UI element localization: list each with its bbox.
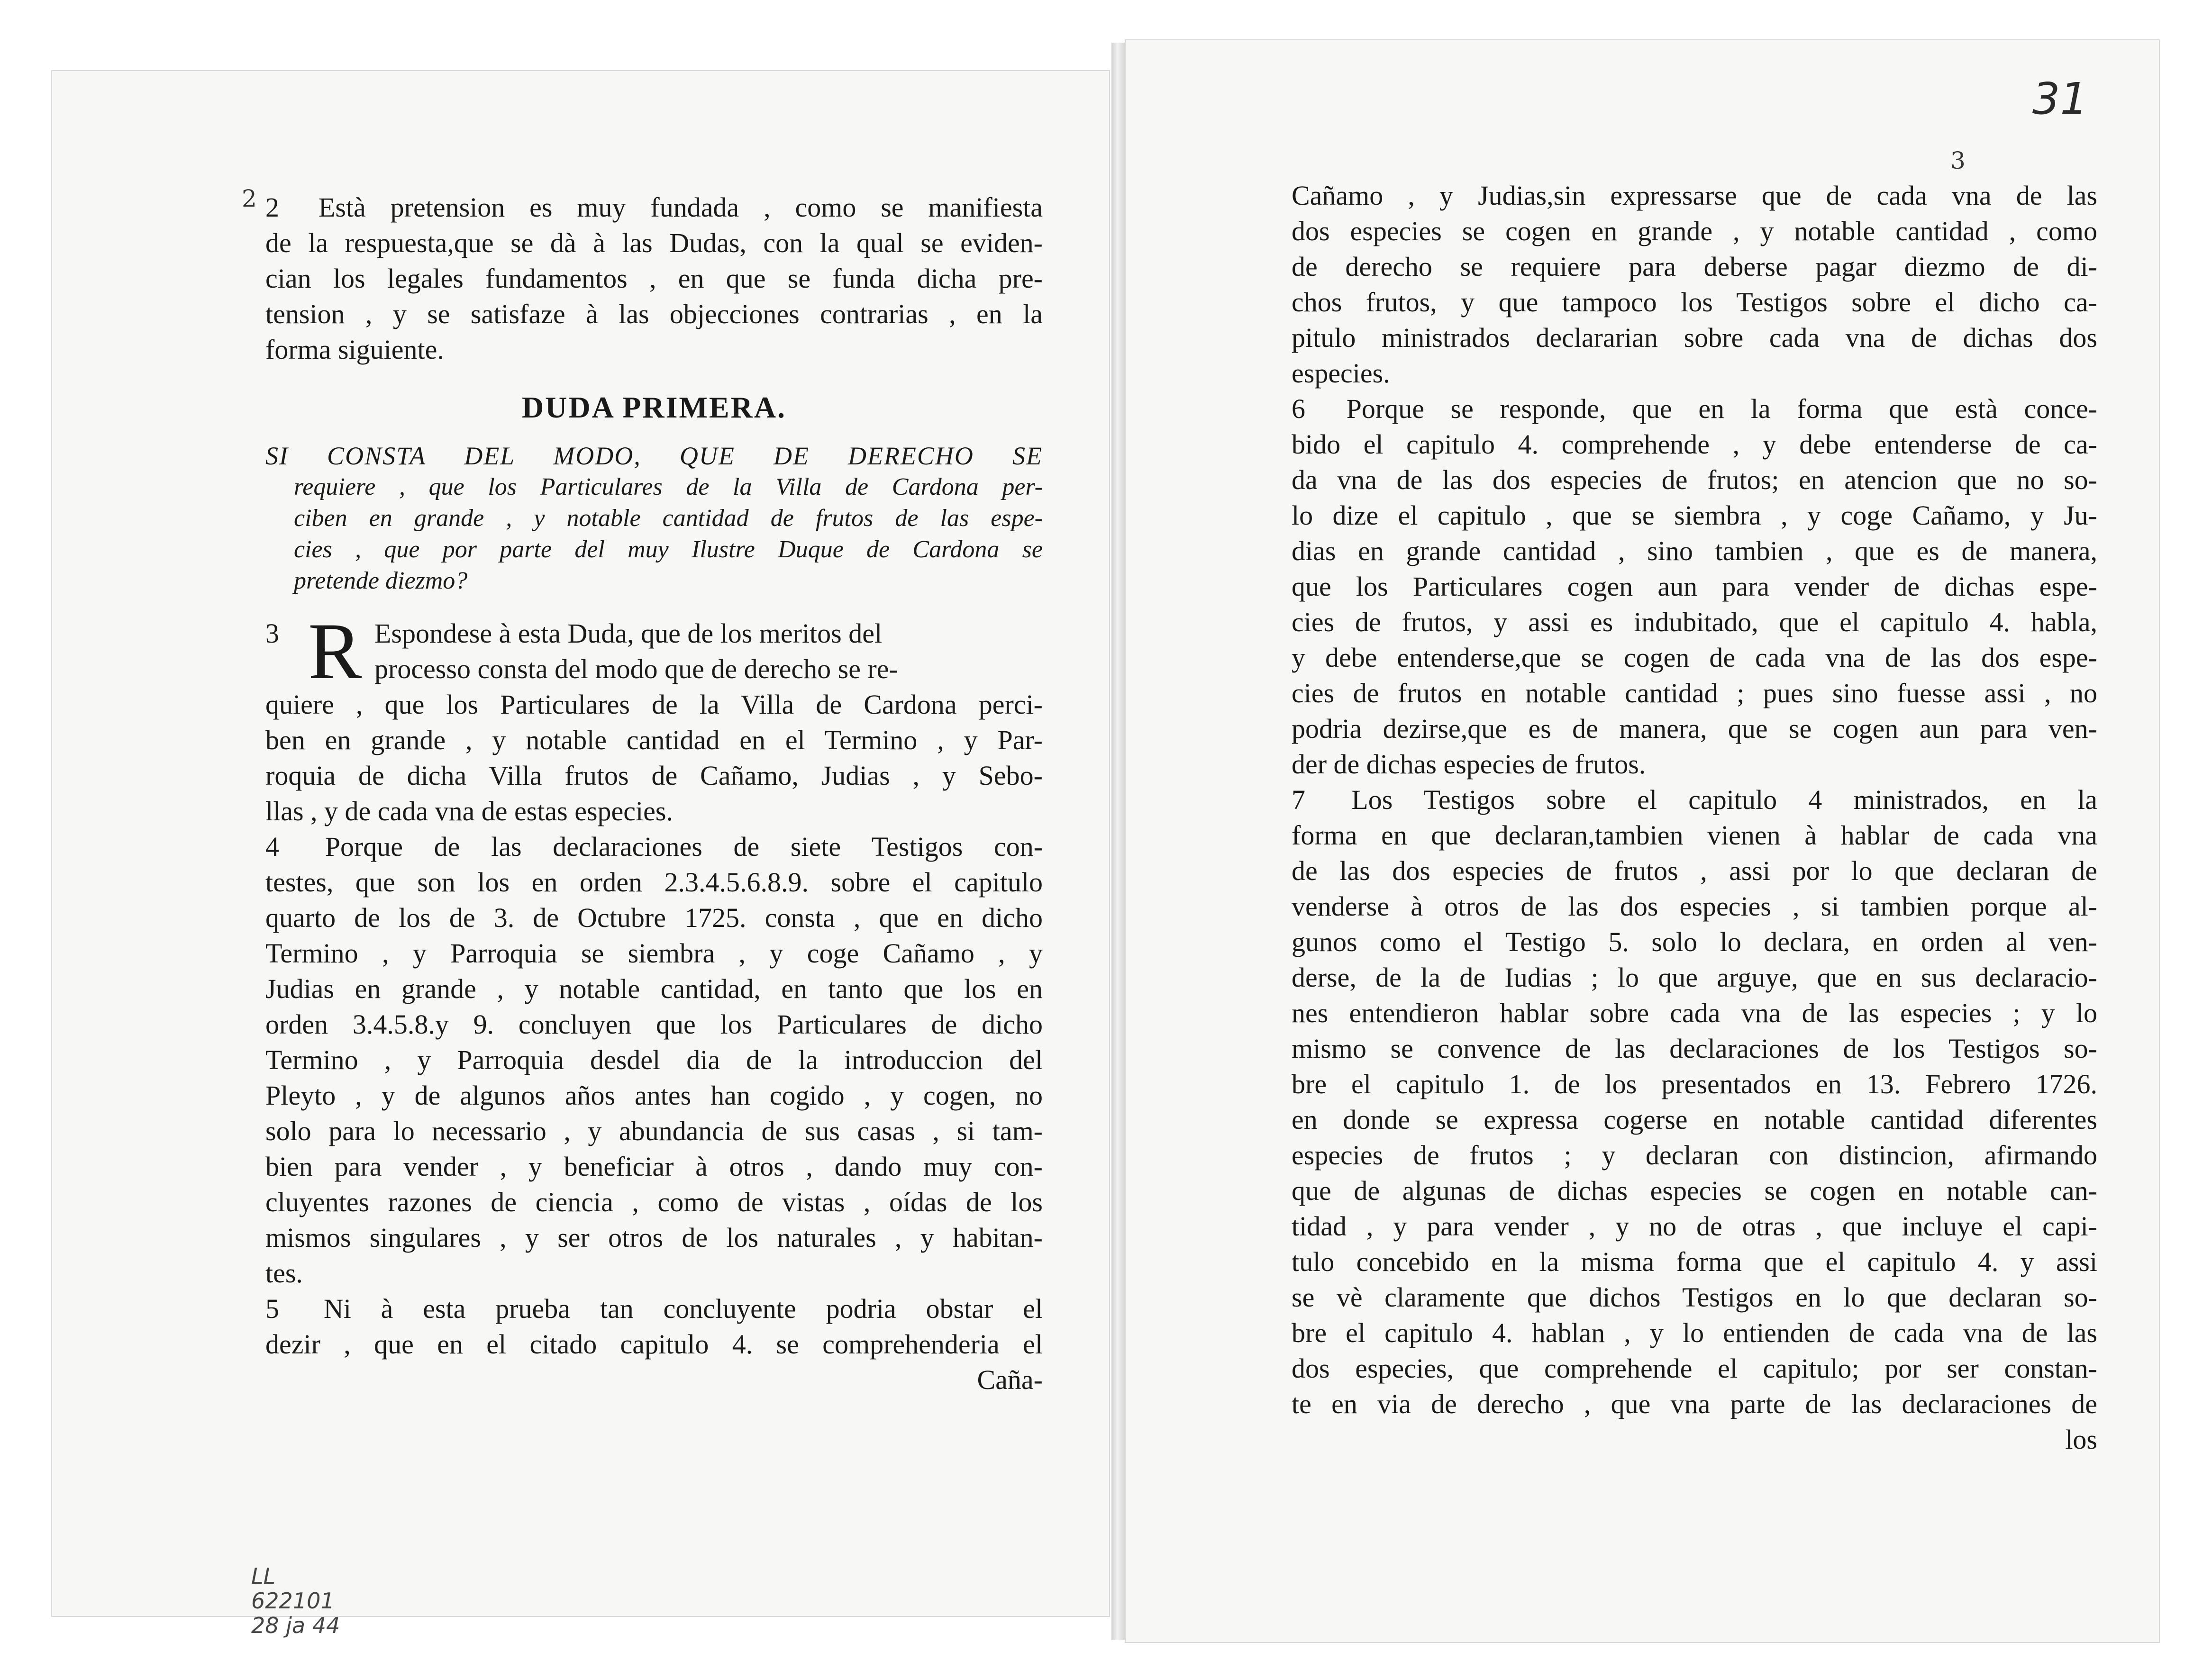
- text-line: de las dos especies de frutos , assi por lo que declaran de: [1292, 855, 2097, 886]
- text-line: cluyentes razones de ciencia , como de vistas , oídas de los: [265, 1187, 1043, 1217]
- text-line: testes, que son los en orden 2.3.4.5.6.8.9. sobre el capitulo: [265, 867, 1043, 898]
- paragraph-number: 6: [1292, 393, 1305, 424]
- text-line: Pleyto , y de algunos años antes han cogido , y cogen, no: [265, 1080, 1043, 1111]
- folio-number: 31: [2032, 73, 2088, 124]
- paragraph-4: [265, 829, 1043, 1291]
- paragraph-5: [265, 1291, 1043, 1398]
- text-line: dos especies se cogen en grande , y notable cantidad , como: [1292, 216, 2097, 246]
- paragraph-3: [265, 607, 1043, 829]
- book-spine: [1111, 43, 1125, 1640]
- continuation-paragraph: [1292, 178, 2097, 391]
- library-stamp: [251, 1564, 340, 1638]
- question-line: SI CONSTA DEL MODO, QUE DE DERECHO SE: [265, 442, 1043, 470]
- text-line: dezir , que en el citado capitulo 4. se comprehenderia el: [265, 1329, 1043, 1360]
- text-line: roquia de dicha Villa frutos de Cañamo, Judias , y Sebo-: [265, 760, 1043, 791]
- question-line: requiere , que los Particulares de la Villa de Cardona per-: [294, 473, 1043, 500]
- text-line: podria dezirse,que es de manera, que se cogen aun para ven-: [1292, 713, 2097, 744]
- text-line: nes entendieron hablar sobre cada vna de las especies ; y lo: [1292, 998, 2097, 1028]
- text-line: tulo concebido en la misma forma que el capitulo 4. y assi: [1292, 1246, 2097, 1277]
- question-block: [265, 440, 1043, 597]
- paragraph-number: 5: [265, 1293, 279, 1324]
- catchword: Caña-: [977, 1364, 1043, 1395]
- text-line: tension , y se satisfaze à las objecciones contrarias , en la: [265, 299, 1043, 329]
- paragraph-6: [1292, 391, 2097, 782]
- paragraph-number: 2: [265, 192, 279, 223]
- stamp-line: 622101: [251, 1588, 335, 1614]
- text-line: forma en que declaran,tambien vienen à hablar de cada vna: [1292, 820, 2097, 851]
- text-line: mismos singulares , y ser otros de los naturales , y habitan-: [265, 1222, 1043, 1253]
- text-line: Los Testigos sobre el capitulo 4 ministrados, en la: [1351, 784, 2097, 815]
- text-line: bre el capitulo 1. de los presentados en 13. Febrero 1726.: [1292, 1069, 2097, 1099]
- section-heading: DUDA PRIMERA.: [521, 390, 787, 424]
- text-line: Cañamo , y Judias,sin expressarse que de cada vna de las: [1292, 180, 2097, 211]
- text-line: bido el capitulo 4. comprehende , y debe entenderse de ca-: [1292, 429, 2097, 460]
- text-line: dias en grande cantidad , sino tambien , que es de manera,: [1292, 535, 2097, 566]
- text-line: Ni à esta prueba tan concluyente podria obstar el: [323, 1293, 1043, 1324]
- left-page: [52, 71, 1109, 1638]
- question-line: cies , que por parte del muy Ilustre Duque de Cardona se: [294, 536, 1043, 563]
- text-line: mismo se convence de las declaraciones de los Testigos so-: [1292, 1033, 2097, 1064]
- text-line: gunos como el Testigo 5. solo lo declara, en orden al ven-: [1292, 926, 2097, 957]
- paragraph-number: 7: [1292, 784, 1305, 815]
- catchword: los: [2065, 1424, 2097, 1455]
- text-line: tidad , y para vender , y no de otras , que incluye el capi-: [1292, 1211, 2097, 1242]
- text-line: llas , y de cada vna de estas especies.: [265, 796, 673, 826]
- text-line: de derecho se requiere para deberse pagar diezmo de di-: [1292, 251, 2097, 282]
- text-line: especies de frutos ; y declaran con distincion, afirmando: [1292, 1140, 2097, 1171]
- paragraph-7: [1292, 782, 2097, 1457]
- question-line: pretende diezmo?: [294, 567, 468, 594]
- paragraph-number: 4: [265, 831, 279, 862]
- paragraph-2: [265, 190, 1043, 367]
- text-line: bre el capitulo 4. hablan , y lo entienden de cada vna de las: [1292, 1317, 2097, 1348]
- stamp-line: LL: [251, 1563, 276, 1589]
- text-line: Porque de las declaraciones de siete Testigos con-: [325, 831, 1043, 862]
- text-line: lo dize el capitulo , que se siembra , y coge Cañamo, y Ju-: [1292, 500, 2097, 531]
- text-line: quiere , que los Particulares de la Villa de Cardona perci-: [265, 689, 1043, 720]
- text-line: Termino , y Parroquia se siembra , y coge Cañamo , y: [265, 938, 1043, 969]
- text-line: que de algunas de dichas especies se cogen en notable can-: [1292, 1175, 2097, 1206]
- text-line: dos especies, que comprehende el capitulo; por ser constan-: [1292, 1353, 2097, 1384]
- text-line: derse, de la de Iudias ; lo que arguye, que en sus declaracio-: [1292, 962, 2097, 993]
- question-line: ciben en grande , y notable cantidad de frutos de las espe-: [294, 505, 1043, 532]
- text-line: pitulo ministrados declararian sobre cada vna de dichas dos: [1292, 322, 2097, 353]
- right-page: [1126, 40, 2159, 1642]
- text-line: solo para lo necessario , y abundancia de sus casas , si tam-: [265, 1116, 1043, 1146]
- text-line: en donde se expressa cogerse en notable cantidad diferentes: [1292, 1104, 2097, 1135]
- text-line: Porque se responde, que en la forma que està conce-: [1346, 393, 2097, 424]
- text-line: bien para vender , y beneficiar à otros , dando muy con-: [265, 1151, 1043, 1182]
- text-line: se vè claramente que dichos Testigos en lo que declaran so-: [1292, 1282, 2097, 1313]
- right-page-number: 3: [1950, 147, 1966, 174]
- text-line: orden 3.4.5.8.y 9. concluyen que los Particulares de dicho: [265, 1009, 1043, 1040]
- text-line: forma siguiente.: [265, 334, 444, 365]
- text-line: cies de frutos, y assi es indubitado, que el capitulo 4. habla,: [1292, 607, 2097, 637]
- text-line: Espondese à esta Duda, que de los meritos del: [374, 618, 883, 649]
- left-page-text: [265, 190, 1043, 1398]
- left-page-number: 2: [242, 185, 257, 212]
- text-line: processo consta del modo que de derecho se re-: [374, 653, 898, 684]
- text-line: der de dichas especies de frutos.: [1292, 749, 1646, 780]
- text-line: tes.: [265, 1258, 303, 1289]
- text-line: que los Particulares cogen aun para vender de dichas espe-: [1292, 571, 2097, 602]
- text-line: Termino , y Parroquia desdel dia de la introduccion del: [265, 1044, 1043, 1075]
- text-line: venderse à otros de las dos especies , si tambien porque al-: [1292, 891, 2097, 922]
- text-line: quarto de los de 3. de Octubre 1725. consta , que en dicho: [265, 902, 1043, 933]
- stamp-line: 28 ja 44: [251, 1613, 340, 1638]
- text-line: da vna de las dos especies de frutos; en atencion que no so-: [1292, 464, 2097, 495]
- text-line: te en via de derecho , que vna parte de las declaraciones de: [1292, 1389, 2097, 1419]
- text-line: de la respuesta,que se dà à las Dudas, con la qual se eviden-: [265, 227, 1043, 258]
- text-line: chos frutos, y que tampoco los Testigos sobre el dicho ca-: [1292, 287, 2097, 318]
- text-line: especies.: [1292, 358, 1390, 389]
- text-line: Judias en grande , y notable cantidad, en tanto que los en: [265, 973, 1043, 1004]
- paragraph-number: 3: [265, 618, 279, 649]
- text-line: cian los legales fundamentos , en que se funda dicha pre-: [265, 263, 1043, 294]
- right-page-text: [1292, 178, 2097, 1457]
- text-line: cies de frutos en notable cantidad ; pues sino fuesse assi , no: [1292, 678, 2097, 708]
- text-line: Està pretension es muy fundada , como se manifiesta: [318, 192, 1043, 223]
- text-line: y debe entenderse,que se cogen de cada vna de las dos espe-: [1292, 642, 2097, 673]
- drop-cap: R: [308, 607, 362, 696]
- text-line: ben en grande , y notable cantidad en el Termino , y Par-: [265, 725, 1043, 755]
